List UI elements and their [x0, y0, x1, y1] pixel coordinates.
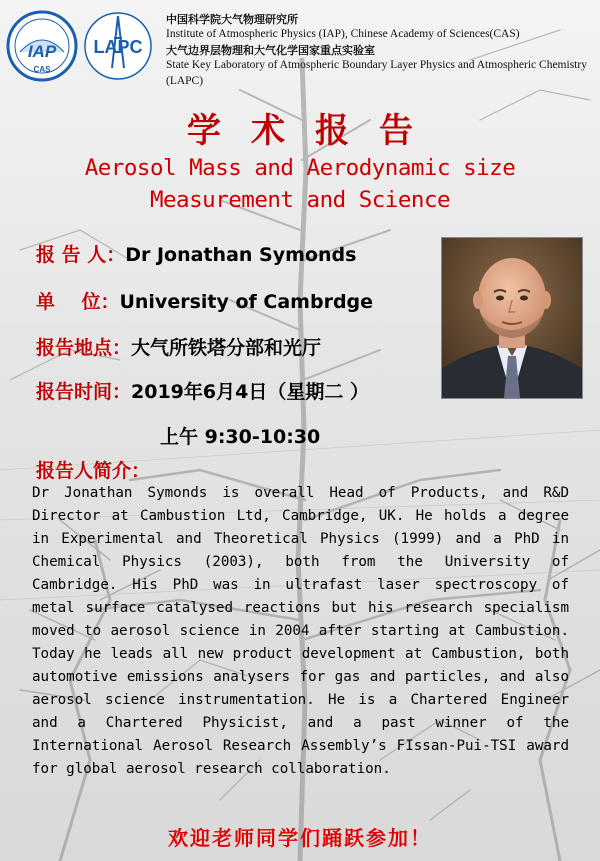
- talk-title-line-2: Measurement and Science: [149, 187, 451, 213]
- location-value: 大气所铁塔分部和光厅: [131, 337, 322, 359]
- logos: [6, 8, 156, 84]
- institution-line: 中国科学院大气物理研究所: [166, 13, 298, 26]
- time-value-line-2: 上午 9:30-10:30: [160, 426, 321, 448]
- time-label: 报告时间：: [36, 381, 132, 403]
- unit-value: University of Cambrdge: [119, 291, 374, 313]
- institution-lines: [166, 12, 596, 89]
- location-row: [36, 333, 321, 360]
- talk-title-line-1: Aerosol Mass and Aerodynamic size: [84, 155, 516, 181]
- iap-logo-icon: [8, 12, 76, 80]
- institution-line: (LAPC): [166, 74, 204, 87]
- unit-row: [36, 287, 373, 314]
- speaker-row: [36, 240, 356, 267]
- speaker-value: Dr Jonathan Symonds: [125, 244, 357, 266]
- institution-line: State Key Laboratory of Atmospheric Boundary Layer Physics and Atmospheric Chemistry: [166, 59, 587, 72]
- institution-line: 大气边界层物理和大气化学国家重点实验室: [166, 43, 375, 57]
- heading: 学术报告: [187, 111, 443, 151]
- lapc-logo-icon: [85, 13, 151, 79]
- location-label: 报告地点：: [36, 337, 132, 359]
- bio-label: 报告人简介：: [36, 460, 151, 482]
- iap-logo-text: IAP: [27, 42, 57, 61]
- speaker-label: 报 告 人：: [36, 244, 126, 266]
- cas-logo-text: CAS: [33, 65, 51, 74]
- institution-line: Institute of Atmospheric Physics (IAP), Chinese Academy of Sciences(CAS): [166, 28, 520, 41]
- bio-text: Dr Jonathan Symonds is overall Head of Products, and R&D Director at Cambustion Ltd, Cambridge, UK. He holds a degree in Experimental and Theoretical Physics (1999) and a PhD in Chemical Physics (2003), both from the University of Cambridge. His PhD was in ultrafast laser spectroscopy of metal surface catalysed reactions but his research specialism moved to aerosol science in 2004 after starting at Cambustion. Today he leads all new product development at Cambustion, both automotive emissions analysers for gas and particles, and also aerosol science instrumentation. He is a Chartered Engineer and a Chartered Physicist, and a past winner of the International Aerosol Research Assembly’s FIssan-Pui-TSI award for global aerosol research collaboration.: [32, 485, 569, 777]
- speaker-photo: [441, 237, 583, 399]
- time-row: [36, 377, 369, 404]
- lapc-logo-text: LAPC: [93, 37, 143, 57]
- footer-invitation: 欢迎老师同学们踊跃参加！: [168, 826, 432, 850]
- talk-title: [0, 152, 600, 216]
- unit-label: 单 位：: [36, 291, 120, 313]
- time-value: 2019年6月4日（星期二 ）: [131, 381, 369, 403]
